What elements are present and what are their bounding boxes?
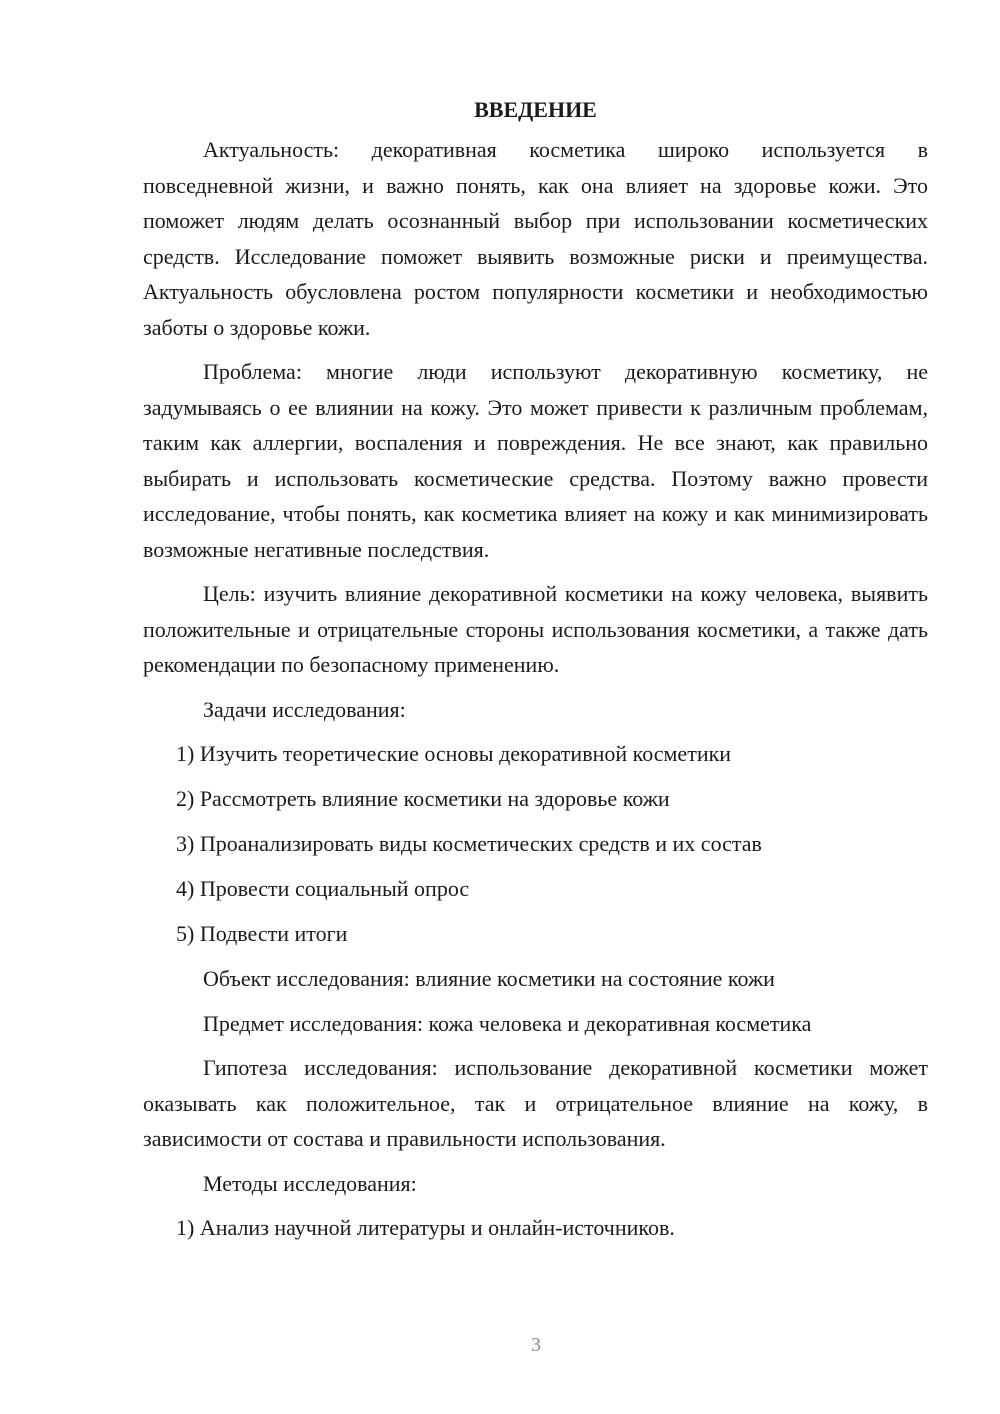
task-item: 2) Рассмотреть влияние косметики на здоровье кожи <box>176 786 670 811</box>
page-number: 3 <box>531 1334 541 1356</box>
tasks-list <box>143 736 928 952</box>
task-item: 5) Подвести итоги <box>176 921 348 946</box>
methods-list <box>143 1210 928 1246</box>
document-page <box>143 94 928 1255</box>
task-item: 1) Изучить теоретические основы декоративной косметики <box>176 741 732 766</box>
subject-paragraph: Предмет исследования: кожа человека и декоративная косметика <box>203 1010 812 1036</box>
method-item: 1) Анализ научной литературы и онлайн-источников. <box>176 1215 675 1240</box>
hypothesis-paragraph: Гипотеза исследования: использование декоративной косметики может оказывать как положительное, так и отрицательное влияние на кожу, в зависимости от состава и правильности использования. <box>143 1055 928 1151</box>
tasks-heading: Задачи исследования: <box>203 696 406 722</box>
task-item: 3) Проанализировать виды косметических средств и их состав <box>176 831 762 856</box>
goal-paragraph: Цель: изучить влияние декоративной косметики на кожу человека, выявить положительные и отрицательные стороны использования косметики, а также дать рекомендации по безопасному применению. <box>143 581 928 677</box>
methods-heading: Методы исследования: <box>203 1170 417 1196</box>
relevance-paragraph: Актуальность: декоративная косметика широко используется в повседневной жизни, и важно понять, как она влияет на здоровье кожи. Это поможет людям делать осознанный выбор при использовании косметических средств. Исследование поможет выявить возможные риски и преимущества. Актуальность обусловлена ростом популярности косметики и необходимостью заботы о здоровье кожи. <box>143 137 928 340</box>
problem-paragraph: Проблема: многие люди используют декоративную косметику, не задумываясь о ее влиянии на кожу. Это может привести к различным проблемам, таким как аллергии, воспаления и повреждения. Не все знают, как правильно выбирать и использовать косметические средства. Поэтому важно провести исследование, чтобы понять, как косметика влияет на кожу и как минимизировать возможные негативные последствия. <box>143 359 928 562</box>
task-item: 4) Провести социальный опрос <box>176 876 470 901</box>
object-paragraph: Объект исследования: влияние косметики на состояние кожи <box>203 966 775 991</box>
document-title: ВВЕДЕНИЕ <box>474 97 597 122</box>
